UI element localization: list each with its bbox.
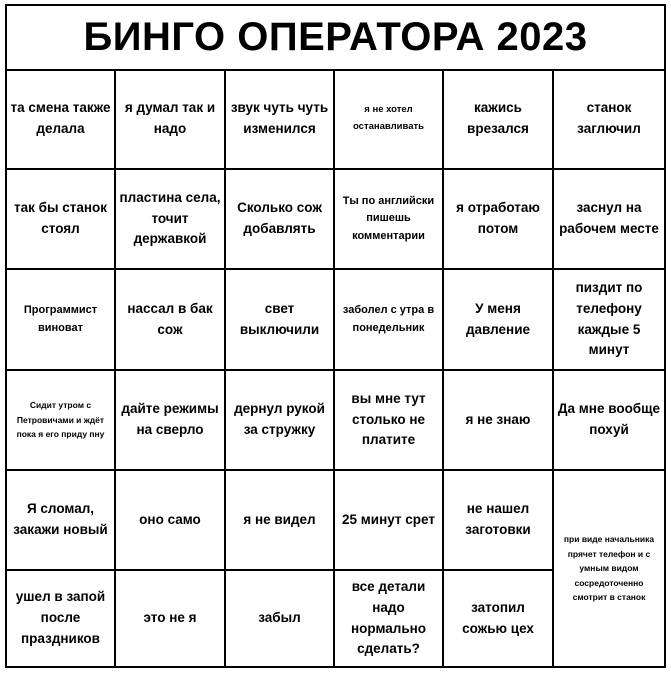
bingo-cell: пластина села, точит державкой (116, 170, 226, 270)
bingo-cell: Сколько сож добавлять (226, 170, 335, 270)
bingo-cell: нассал в бак сож (116, 270, 226, 371)
bingo-cell: Ты по английски пишешь комментарии (335, 170, 444, 270)
bingo-cell: так бы станок стоял (7, 170, 116, 270)
bingo-cell: вы мне тут столько не платите (335, 371, 444, 471)
bingo-cell: затопил сожью цех (444, 571, 554, 666)
bingo-cell: не нашел заготовки (444, 471, 554, 571)
bingo-cell: Да мне вообще похуй (554, 371, 664, 471)
bingo-cell: я думал так и надо (116, 69, 226, 170)
bingo-title: БИНГО ОПЕРАТОРА 2023 (7, 6, 664, 71)
bingo-cell: дернул рукой за стружку (226, 371, 335, 471)
bingo-cell: Программист виноват (7, 270, 116, 371)
bingo-cell: звук чуть чуть изменился (226, 69, 335, 170)
bingo-cell: кажись врезался (444, 69, 554, 170)
bingo-cell: я не хотел останавливать (335, 69, 444, 170)
bingo-cell: при виде начальника прячет телефон и с умным видом сосредоточенно смотрит в станок (563, 534, 655, 603)
bingo-cell: У меня давление (444, 270, 554, 371)
bingo-cell: я не знаю (444, 371, 554, 471)
bingo-grid (7, 69, 664, 666)
bingo-cell: заснул на рабочем месте (554, 170, 664, 270)
bingo-cell: оно само (116, 471, 226, 571)
bingo-cell: свет выключили (226, 270, 335, 371)
bingo-cell: это не я (116, 571, 226, 666)
bingo-cell: Я сломал, закажи новый (7, 471, 116, 571)
bingo-cell: 25 минут срет (335, 471, 444, 571)
bingo-cell: та смена также делала (7, 69, 116, 170)
bingo-cell: дайте режимы на сверло (116, 371, 226, 471)
bingo-cell: забыл (226, 571, 335, 666)
bingo-cell: пиздит по телефону каждые 5 минут (554, 270, 664, 371)
bingo-cell: я отработаю потом (444, 170, 554, 270)
bingo-cell: станок заглючил (554, 69, 664, 170)
bingo-cell: заболел с утра в понедельник (335, 270, 444, 371)
bingo-card (5, 4, 666, 668)
bingo-cell: ушел в запой после праздников (7, 571, 116, 666)
bingo-cell: я не видел (226, 471, 335, 571)
bingo-cell: все детали надо нормально сделать? (335, 571, 444, 666)
bingo-cell: Сидит утром с Петровичами и ждёт пока я его приду пну (7, 371, 116, 471)
